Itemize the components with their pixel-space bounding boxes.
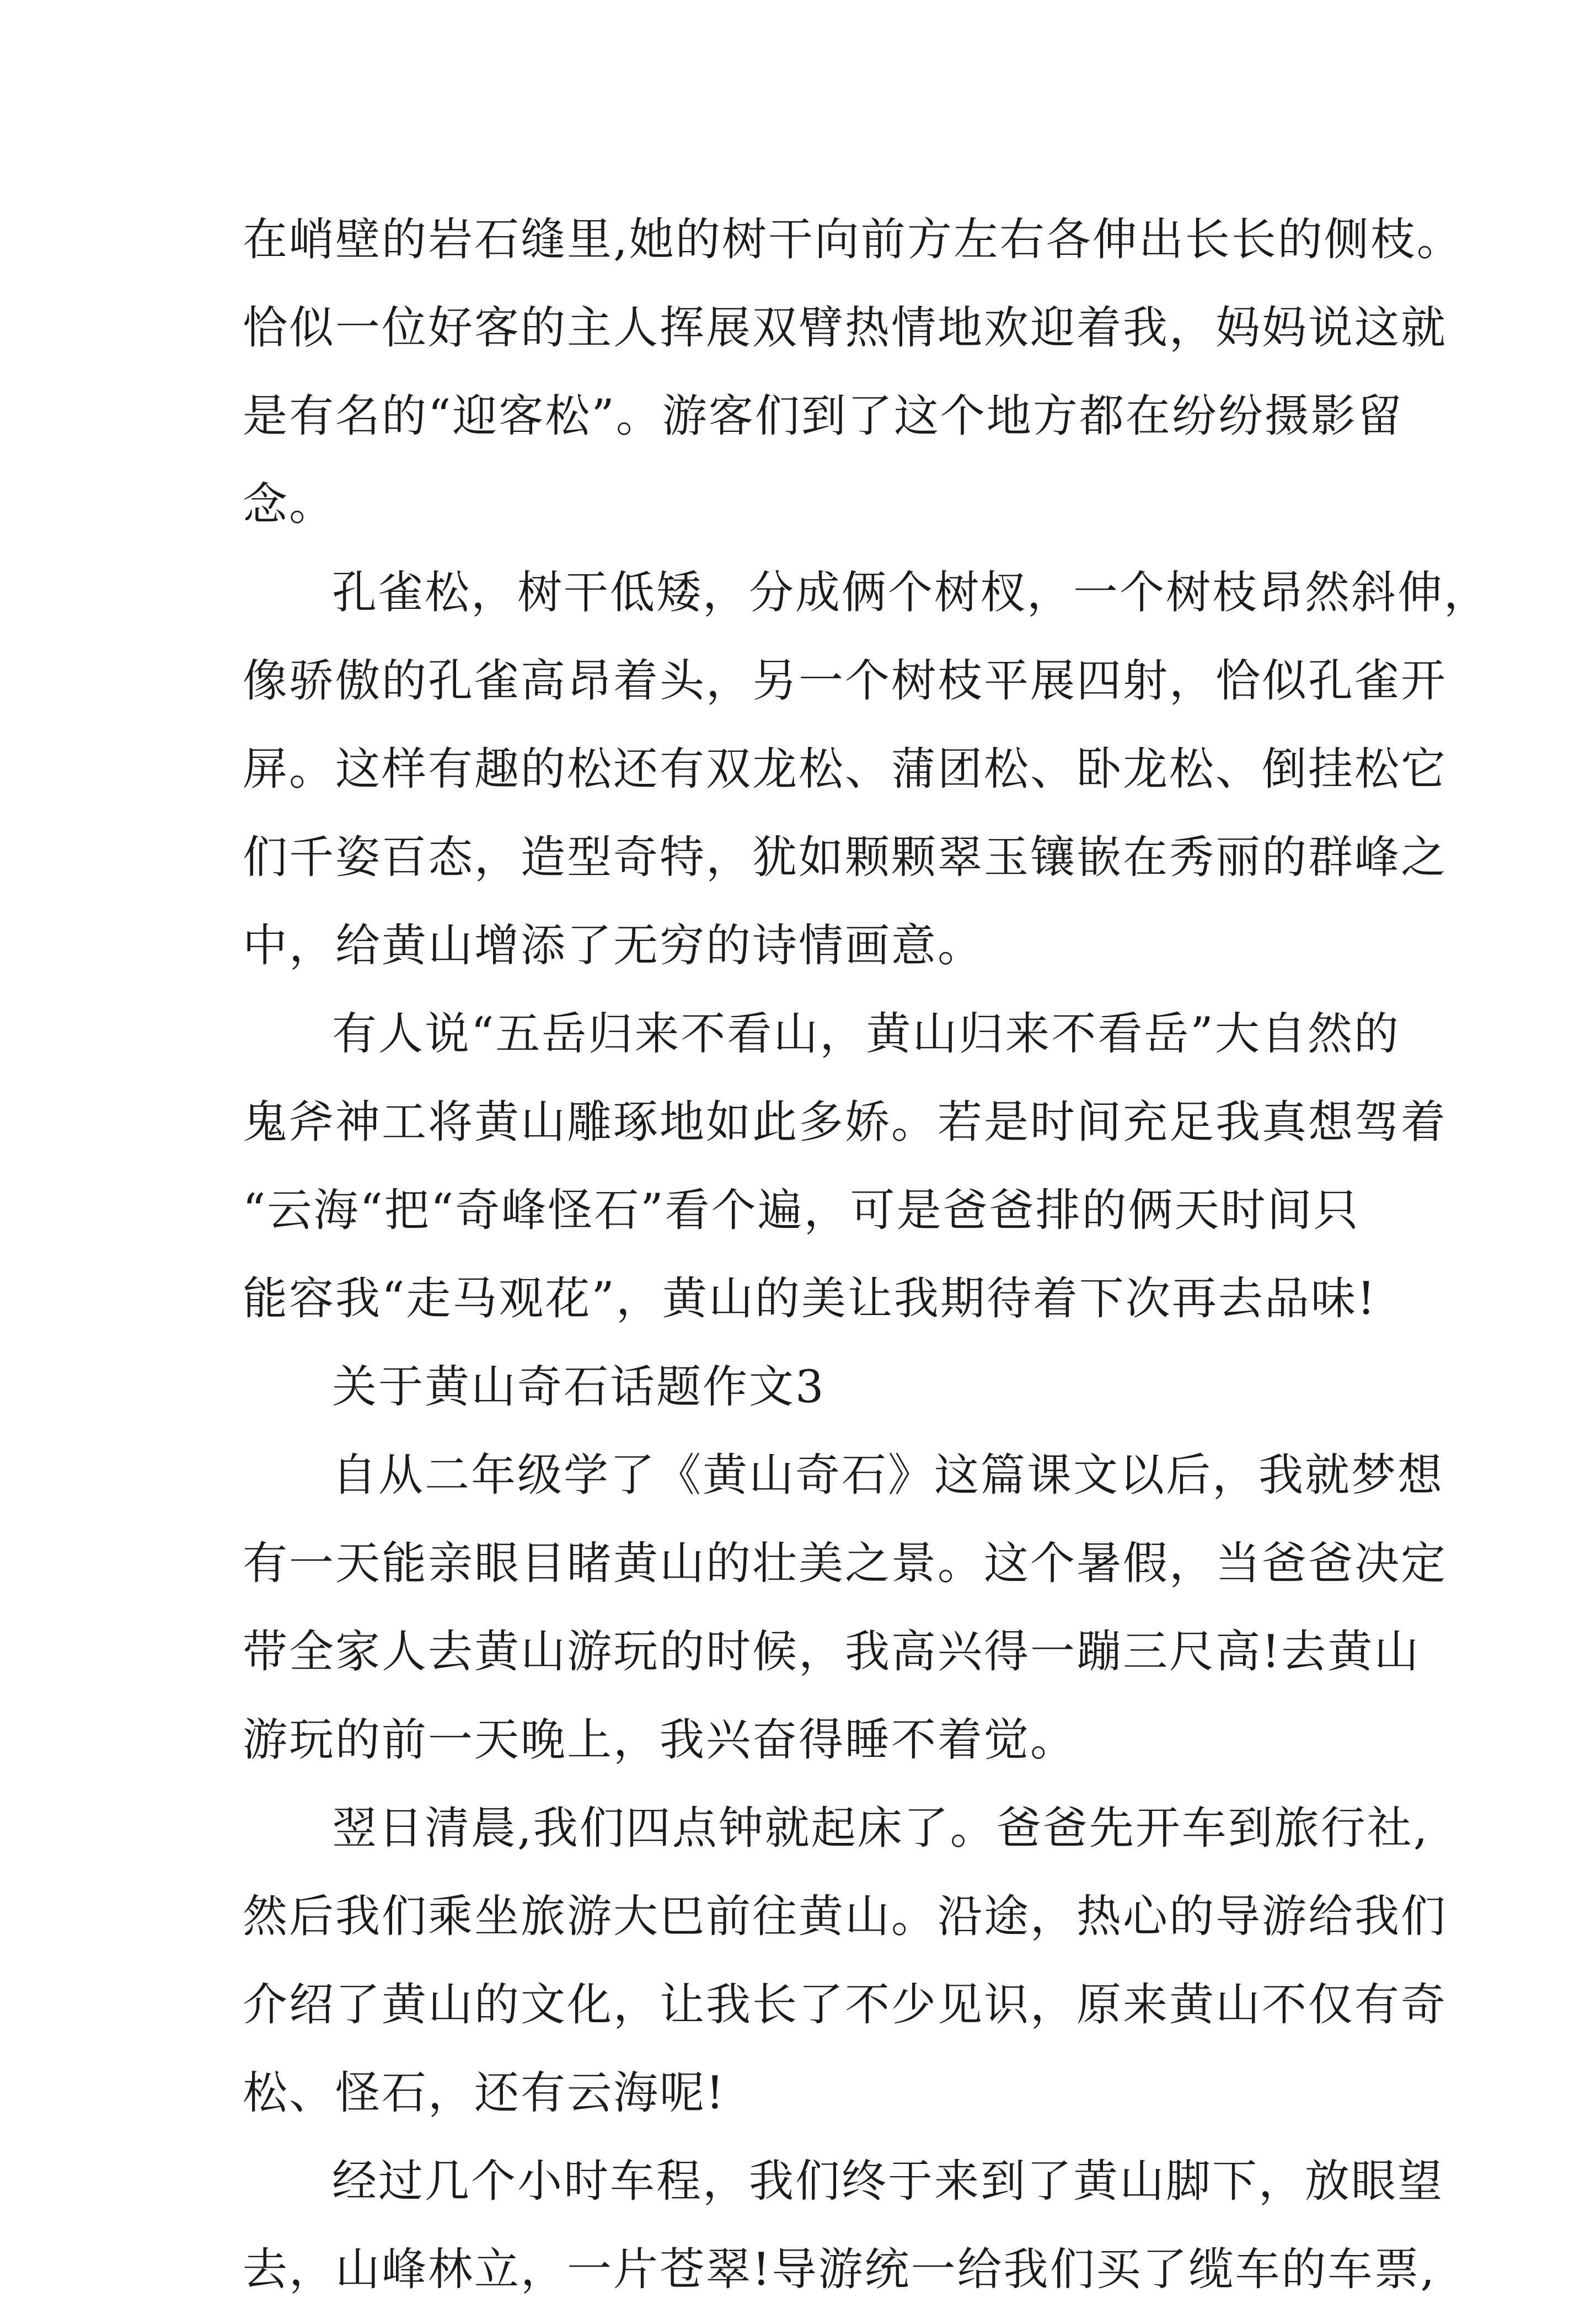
- text-line: 孔雀松，树干低矮，分成俩个树杈，一个树枝昂然斜伸，: [332, 567, 1491, 619]
- text-line: 念。: [243, 479, 336, 531]
- text-line: 翌日清晨,我们四点钟就起床了。爸爸先开车到旅行社,: [332, 1803, 1429, 1855]
- text-line: 鬼斧神工将黄山雕琢地如此多娇。若是时间充足我真想驾着: [243, 1097, 1448, 1148]
- text-line: 恰似一位好客的主人挥展双臂热情地欢迎着我，妈妈说这就: [243, 302, 1448, 354]
- text-line: 中，给黄山增添了无穷的诗情画意。: [243, 920, 984, 972]
- section-heading: 关于黄山奇石话题作文3: [332, 1361, 826, 1413]
- text-line: 有人说“五岳归来不看山，黄山归来不看岳”大自然的: [332, 1008, 1400, 1060]
- text-line: 自从二年级学了《黄山奇石》这篇课文以后，我就梦想: [332, 1450, 1444, 1501]
- text-line: 介绍了黄山的文化，让我长了不少见识，原来黄山不仅有奇: [243, 1979, 1448, 2031]
- text-line: 是有名的“迎客松”。游客们到了这个地方都在纷纷摄影留: [243, 391, 1404, 442]
- text-line: 能容我“走马观花”，黄山的美让我期待着下次再去品味!: [243, 1273, 1377, 1325]
- text-line: 松、怪石，还有云海呢!: [243, 2067, 726, 2119]
- text-line: 在峭壁的岩石缝里,她的树干向前方左右各伸出长长的侧枝。: [243, 214, 1463, 266]
- text-line: 游玩的前一天晚上，我兴奋得睡不着觉。: [243, 1714, 1077, 1766]
- text-line: 经过几个小时车程，我们终于来到了黄山脚下，放眼望: [332, 2156, 1444, 2208]
- text-line: 屏。这样有趣的松还有双龙松、蒲团松、卧龙松、倒挂松它: [243, 744, 1448, 795]
- text-line: 然后我们乘坐旅游大巴前往黄山。沿途，热心的导游给我们: [243, 1891, 1448, 1943]
- text-line: 像骄傲的孔雀高昂着头，另一个树枝平展四射，恰似孔雀开: [243, 655, 1448, 707]
- text-line: 有一天能亲眼目睹黄山的壮美之景。这个暑假，当爸爸决定: [243, 1538, 1448, 1590]
- text-line: 去，山峰林立，一片苍翠!导游统一给我们买了缆车的车票,: [243, 2244, 1437, 2296]
- text-line: 们千姿百态，造型奇特，犹如颗颗翠玉镶嵌在秀丽的群峰之: [243, 832, 1448, 884]
- text-line: 带全家人去黄山游玩的时候，我高兴得一蹦三尺高!去黄山: [243, 1626, 1421, 1678]
- article-body: [243, 196, 1491, 2314]
- text-line: “云海“把“奇峰怪石”看个遍，可是爸爸排的俩天时间只: [243, 1185, 1360, 1237]
